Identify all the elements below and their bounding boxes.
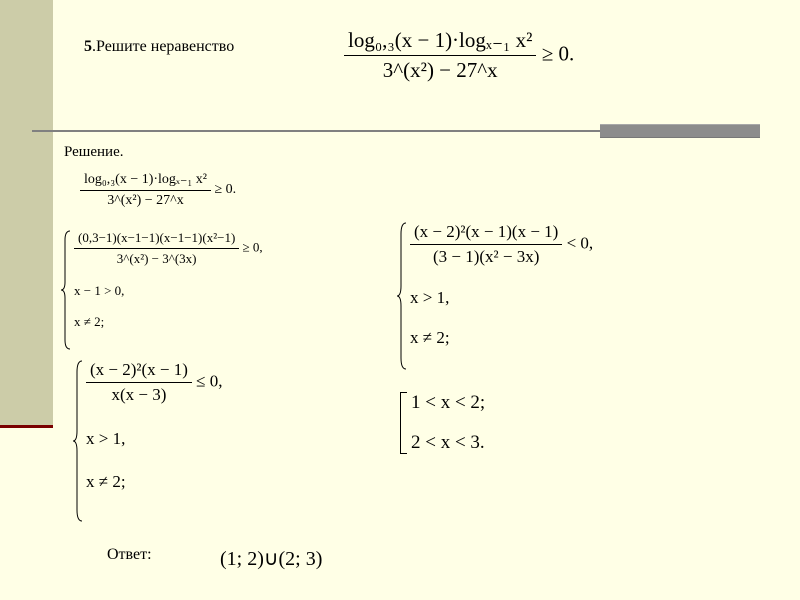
step0-denominator: 3^(x²) − 27^x [107,193,184,208]
system2-denominator: (3 − 1)(x² − 3x) [432,247,540,266]
main-fraction [344,28,536,83]
main-denominator: 3^(x²) − 27^x [382,58,498,82]
system3-numerator: (x − 2)²(x − 1) [86,360,192,383]
system3-line3: x ≠ 2; [86,472,126,491]
system1-rhs: ≥ 0, [242,239,263,255]
sidebar-decoration [0,0,53,425]
problem-title [84,38,234,56]
system1-line1 [74,230,263,267]
system1-numerator: (0,3−1)(x−1−1)(x−1−1)(x²−1) [74,230,239,249]
system2-brace [396,222,408,370]
union-line2: 2 < x < 3. [411,432,485,453]
system1-line2: x − 1 > 0, [74,282,125,298]
system3-line1 [86,360,223,405]
sidebar-underline [0,425,53,428]
problem-number: 5 [84,38,92,55]
horizontal-divider [32,130,600,132]
step0-fraction [80,171,211,209]
union-line1: 1 < x < 2; [411,392,486,413]
system1-fraction [74,230,239,267]
solution-label: Решение. [64,144,124,160]
main-numerator: log₀,₃(x − 1)·logₓ₋₁ x² [344,28,536,56]
system3-rhs: ≤ 0, [196,371,223,391]
step0-inequality [80,171,236,209]
system3-line2: x > 1, [86,428,126,448]
problem-text: .Решите неравенство [92,38,235,55]
union-bracket [400,392,407,454]
system1-lines [72,230,263,350]
step0-rhs: ≥ 0. [214,182,237,198]
system3 [72,360,223,522]
union-set [400,392,485,454]
system2-numerator: (x − 2)²(x − 1)(x − 1) [410,222,562,245]
system2-rhs: < 0, [566,233,594,253]
system1-line3: x ≠ 2; [74,314,105,329]
step0-numerator: log₀,₃(x − 1)·logₓ₋₁ x² [80,171,211,191]
system2 [396,222,593,370]
answer-label: Ответ: [107,546,152,563]
main-inequality [344,28,574,83]
system3-brace [72,360,84,522]
union-lines [411,392,485,454]
system3-denominator: x(x − 3) [111,385,167,404]
system1 [60,230,263,350]
system2-line1 [410,222,593,267]
system1-denominator: 3^(x²) − 3^(3x) [116,251,197,266]
answer-value: (1; 2)∪(2; 3) [220,548,323,570]
system3-lines [84,360,223,522]
system3-fraction [86,360,192,405]
system1-brace [60,230,72,350]
system2-lines [408,222,593,370]
divider-block [600,124,760,138]
system2-line3: x ≠ 2; [410,328,450,347]
main-rhs: ≥ 0. [541,41,575,66]
system2-line2: x > 1, [410,287,450,307]
system2-fraction [410,222,562,267]
